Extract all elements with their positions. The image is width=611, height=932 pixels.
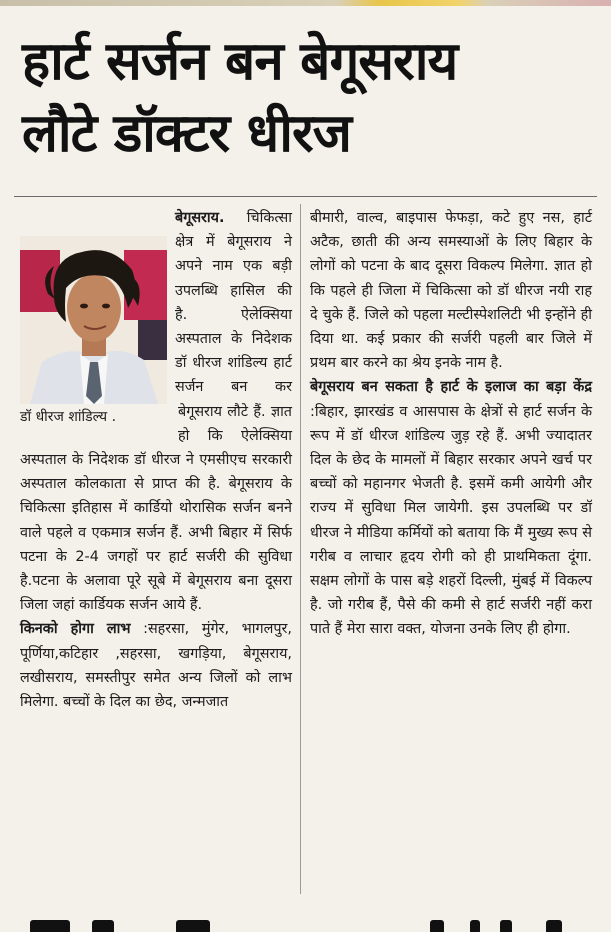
headline-line-2: लौटे डॉक्टर धीरज	[22, 103, 351, 164]
center-paragraph	[310, 375, 592, 641]
article-column-right	[310, 206, 592, 642]
center-text: :बिहार, झारखंड व आसपास के क्षेत्रों से हार्ट सर्जन के रूप में डॉ धीरज शांडिल्य जुड़ रहे हैं. अभी ज्यादातर दिल के छेद के मामलों में बिहार सरकार अपने खर्च पर बच्चों को महानगर भेजती है. इसमें कमी आयेगी और राज्य में सुविधा मिल जायेगी. इस उपलब्धि पर डॉ धीरज ने मीडिया कर्मियों को बताया कि मैं मुख्य रूप से गरीब व लाचार हृदय रोगी को ही प्राथमिकता दूंगा. सक्षम लोगों के पास बड़े शहरों दिल्ली, मुंबई में विकल्प है. जो गरीब हैं, पैसे की कमी से हार्ट सर्जरी नहीं करा पाते हैं मेरा सारा वक्त, योजना उनके लिए ही होगा.	[310, 403, 592, 638]
benefits-paragraph	[20, 617, 292, 714]
beneficiaries-text: :सहरसा, मुंगेर, भागलपुर, पूर्णिया,कटिहार ,सहरसा, खगड़िया, बेगूसराय, लखीसराय, समस्तीपुर समेत अन्य जिलों को लाभ मिलेगा. बच्चों के दिल का छेद, जन्मजात	[20, 621, 292, 711]
portrait-image	[20, 236, 167, 404]
headline	[22, 26, 592, 170]
next-article-cropped-heading	[0, 910, 611, 932]
top-color-strip	[0, 0, 611, 6]
right-paragraph: बीमारी, वाल्व, बाइपास फेफड़ा, कटे हुए नस, हार्ट अटैक, छाती की अन्य समस्याओं के लिए बिहार के लोगों को पटना के बाद दूसरा विकल्प मिलेगा. ज्ञात हो कि पहले ही जिला में चिकित्सा को डॉ धीरज नयी राह दे चुके हैं. जिले को पहला मल्टीस्पेशलिटी भी इन्होंने ही दिया था. कई प्रकार की सर्जरी पहली बार जिले में प्रथम बार करने का श्रेय इनके नाम है.	[310, 210, 592, 372]
subhead-center: बेगूसराय बन सकता है हार्ट के इलाज का बड़ा केंद्र	[310, 379, 592, 396]
lead-text: चिकित्सा क्षेत्र में बेगूसराय ने अपने नाम एक बड़ी उपलब्धि हासिल की है. ऐलेक्सिया अस्पताल के निदेशक डॉ धीरज शांडिल्य हार्ट सर्जन बन कर बेगूसराय लौटे हैं. ज्ञात हो कि ऐलेक्सिया अस्पताल के निदेशक डॉ धीरज ने एमसीएच सरकारी अस्पताल कोलकाता से प्राप्त की है. बेगूसराय के चिकित्सा इतिहास में कार्डियो थोरासिक सर्जन बनने वाले पहले व एकमात्र सर्जन हैं. अभी बिहार में सिर्फ पटना के 2-4 जगहों पर हार्ट सर्जरी की सुविधा है.पटना के अलावा पूरे सूबे में बेगूसराय बना दूसरा जिला जहां कार्डियक सर्जन आये हैं.	[20, 210, 292, 614]
headline-rule	[14, 196, 597, 197]
column-divider	[300, 204, 301, 894]
photo-caption: डॉ धीरज शांडिल्य .	[20, 409, 117, 425]
headline-line-1: हार्ट सर्जन बन बेगूसराय	[22, 31, 458, 92]
author-photo	[20, 236, 167, 404]
article-column-left	[20, 206, 292, 714]
subhead-beneficiaries: किनको होगा लाभ	[20, 621, 131, 638]
dateline: बेगूसराय.	[175, 210, 225, 226]
